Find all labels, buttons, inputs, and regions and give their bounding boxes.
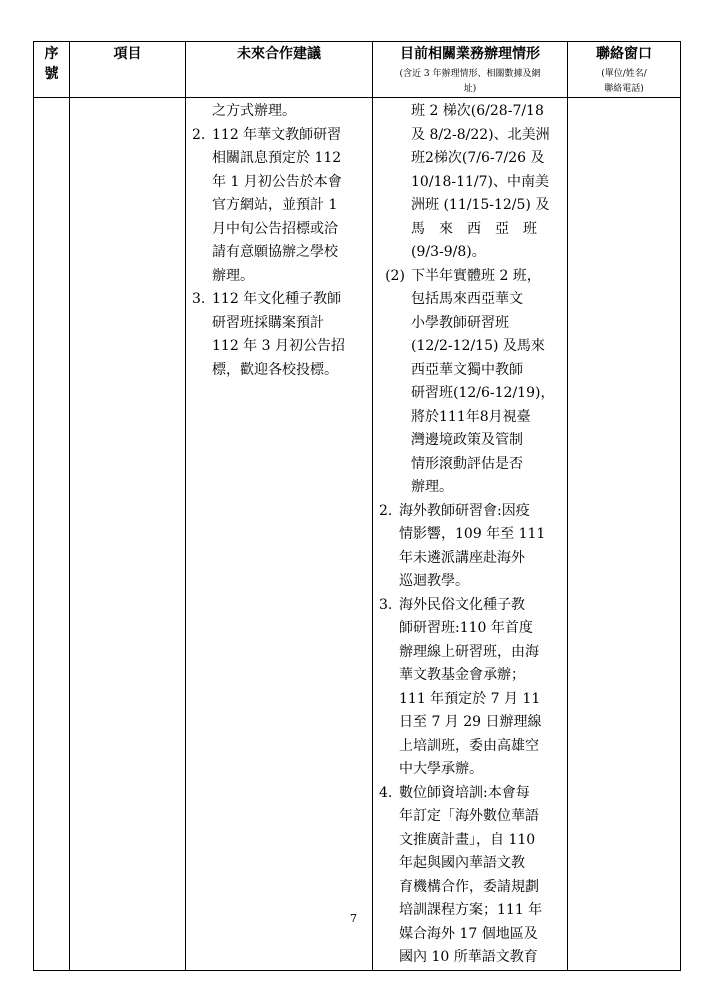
header-future: 未來合作建議 xyxy=(186,42,373,98)
line-text: 研習班採購案預計 xyxy=(212,314,324,331)
header-contact-title: 聯絡窗口 xyxy=(596,46,652,62)
text-line xyxy=(192,100,366,124)
line-text: 師研習班:110 年首度 xyxy=(399,620,533,636)
line-text: 年起與國內華語文教 xyxy=(399,855,525,871)
line-text: 辦理。 xyxy=(212,267,254,284)
line-text: 辦理線上研習班，由海 xyxy=(399,643,539,660)
line-text: 及 8/2-8/22)、北美洲 xyxy=(411,126,550,143)
line-text: 日至 7 月 29 日辦理線 xyxy=(399,714,542,730)
line-text: 育機構合作，委請規劃 xyxy=(399,878,539,895)
text-line xyxy=(379,523,561,547)
header-row xyxy=(34,42,681,98)
list-number: 2. xyxy=(379,502,393,519)
line-text: 辦理。 xyxy=(411,479,453,495)
line-text: 年未遴派講座赴海外 xyxy=(399,549,525,566)
line-text: 洲班 (11/15-12/5) 及 xyxy=(411,197,550,213)
text-line xyxy=(379,547,561,571)
cell-future xyxy=(186,98,373,971)
text-line xyxy=(379,194,561,218)
line-text: 標，歡迎各校投標。 xyxy=(212,361,338,378)
text-line xyxy=(379,946,561,970)
line-text: 月中旬公告招標或洽 xyxy=(212,220,338,237)
header-seq xyxy=(34,42,70,98)
text-line xyxy=(379,570,561,594)
sublist-number: (2) xyxy=(385,267,405,284)
cell-contact xyxy=(568,98,681,971)
line-text: 海外教師研習會:因疫 xyxy=(399,502,530,519)
text-line xyxy=(192,124,366,148)
text-line xyxy=(379,429,561,453)
header-contact-sub1: (單位/姓名/ xyxy=(601,69,647,79)
line-text: 海外民俗文化種子教 xyxy=(399,596,525,613)
text-line xyxy=(192,288,366,312)
text-line xyxy=(379,852,561,876)
line-text: 馬 來 西 亞 班 xyxy=(411,220,537,237)
line-text: 班2梯次(7/6-7/26 及 xyxy=(411,150,545,166)
line-text: (9/3-9/8)。 xyxy=(411,244,486,260)
text-line xyxy=(379,171,561,195)
text-line xyxy=(379,876,561,900)
text-line xyxy=(379,758,561,782)
header-seq-line2: 號 xyxy=(44,66,59,82)
header-current-title: 目前相關業務辦理情形 xyxy=(400,46,540,62)
line-text: 國內 10 所華語文教育 xyxy=(399,949,538,965)
text-line xyxy=(379,124,561,148)
line-text: 灣邊境政策及管制 xyxy=(411,432,523,448)
line-text: 112 年 3 月初公告招 xyxy=(212,338,345,354)
line-text: 官方網站，並預計 1 xyxy=(212,197,338,213)
text-line xyxy=(379,359,561,383)
text-line xyxy=(379,594,561,618)
line-text: 之方式辦理。 xyxy=(212,103,296,119)
line-text: 將於111年8月視臺 xyxy=(411,408,531,425)
line-text: 情形滾動評估是否 xyxy=(411,455,523,472)
text-line xyxy=(379,923,561,947)
line-text: 112 年華文教師研習 xyxy=(212,126,342,143)
text-line xyxy=(192,171,366,195)
page-number: 7 xyxy=(350,912,357,925)
line-text: 111 年預定於 7 月 11 xyxy=(399,690,541,707)
line-text: 相關訊息預定於 112 xyxy=(212,150,342,166)
cell-item xyxy=(70,98,186,971)
text-line xyxy=(379,335,561,359)
text-line xyxy=(379,382,561,406)
header-current-sub2: 址) xyxy=(463,84,477,94)
text-line xyxy=(192,147,366,171)
header-contact-sub2: 聯絡電話) xyxy=(604,84,644,94)
cell-seq xyxy=(34,98,70,971)
line-text: (12/2-12/15) 及馬來 xyxy=(411,338,545,354)
line-text: 培訓課程方案；111 年 xyxy=(399,902,543,918)
line-text: 巡迴教學。 xyxy=(399,573,469,589)
text-line xyxy=(379,500,561,524)
text-line xyxy=(379,312,561,336)
text-line xyxy=(379,805,561,829)
text-line xyxy=(192,359,366,383)
text-line xyxy=(379,829,561,853)
text-line xyxy=(379,265,561,289)
line-text: 小學教師研習班 xyxy=(411,314,509,331)
text-line xyxy=(379,288,561,312)
line-text: 112 年文化種子教師 xyxy=(212,291,342,307)
text-line xyxy=(192,335,366,359)
line-text: 文推廣計畫」，自 110 xyxy=(399,831,536,848)
list-number: 3. xyxy=(192,291,206,307)
header-current-sub1: (含近 3 年辦理情形、相關數據及網 xyxy=(399,69,541,79)
header-seq-line1: 序 xyxy=(44,46,59,62)
text-line xyxy=(379,711,561,735)
text-line xyxy=(379,476,561,500)
text-line xyxy=(379,782,561,806)
line-text: 華文教基金會承辦； xyxy=(399,667,525,683)
line-text: 中大學承辦。 xyxy=(399,761,483,777)
text-line xyxy=(379,241,561,265)
header-item: 項目 xyxy=(70,42,186,98)
list-number: 3. xyxy=(379,596,393,613)
header-contact xyxy=(568,42,681,98)
text-line xyxy=(379,688,561,712)
text-line xyxy=(192,241,366,265)
text-line xyxy=(379,641,561,665)
line-text: 班 2 梯次(6/28-7/18 xyxy=(411,103,544,119)
text-line xyxy=(192,218,366,242)
text-line xyxy=(379,218,561,242)
text-line xyxy=(192,194,366,218)
body-row xyxy=(34,98,681,971)
header-current xyxy=(373,42,568,98)
text-line xyxy=(379,100,561,124)
text-line xyxy=(379,617,561,641)
document-table xyxy=(33,41,681,971)
line-text: 請有意願協辦之學校 xyxy=(212,244,338,260)
text-line xyxy=(379,453,561,477)
text-line xyxy=(379,735,561,759)
line-text: 上培訓班，委由高雄空 xyxy=(399,737,539,754)
line-text: 數位師資培訓:本會每 xyxy=(399,784,530,801)
text-line xyxy=(379,664,561,688)
list-number: 2. xyxy=(192,126,206,143)
text-line xyxy=(379,406,561,430)
line-text: 包括馬來西亞華文 xyxy=(411,291,523,307)
line-text: 年 1 月初公告於本會 xyxy=(212,173,342,190)
line-text: 媒合海外 17 個地區及 xyxy=(399,925,538,942)
text-line xyxy=(192,312,366,336)
list-number: 4. xyxy=(379,784,393,801)
line-text: 下半年實體班 2 班， xyxy=(411,267,541,284)
line-text: 情影響，109 年至 111 xyxy=(399,526,546,542)
line-text: 年訂定「海外數位華語 xyxy=(399,808,539,824)
text-line xyxy=(379,147,561,171)
cell-current xyxy=(373,98,568,971)
text-line xyxy=(192,265,366,289)
line-text: 10/18-11/7)、中南美 xyxy=(411,173,549,190)
line-text: 西亞華文獨中教師 xyxy=(411,361,523,378)
line-text: 研習班(12/6-12/19)， xyxy=(411,385,555,401)
